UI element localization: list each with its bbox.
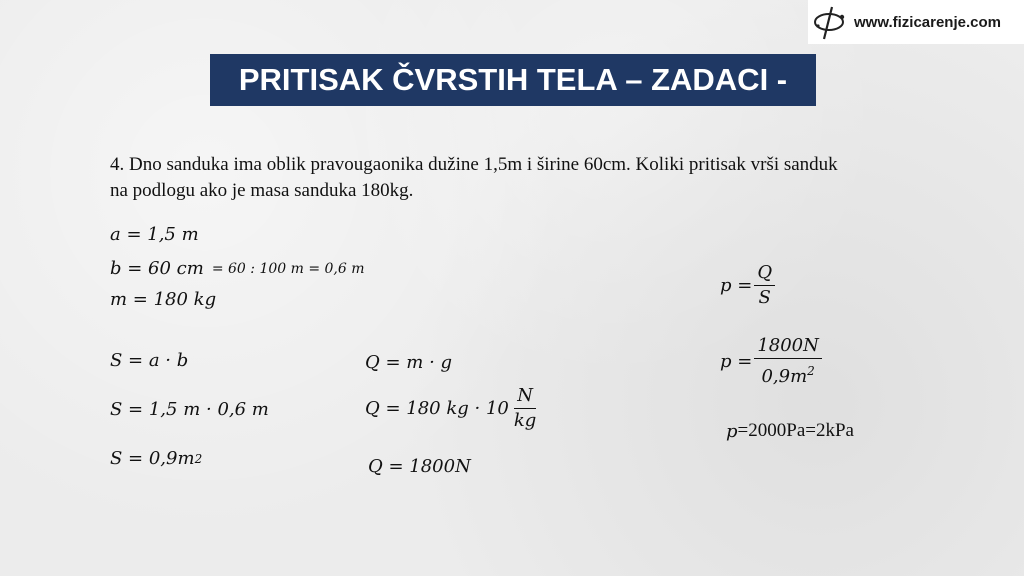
page-title: PRITISAK ČVRSTIH TELA – ZADACI - <box>238 62 788 97</box>
pressure-formula-fraction: $\frac{Q}{S}$ <box>754 262 775 309</box>
area-result: S = 0,9m 2 <box>110 448 203 469</box>
pressure-result: p =2000Pa=2kPa <box>726 420 854 442</box>
site-url: www.fizicarenje.com <box>854 13 1001 31</box>
given-b: b = 60 cm = 60 : 100 m = 0,6 m <box>110 258 365 279</box>
pressure-formula: p = $\frac{Q}{S}$ <box>720 262 777 309</box>
weight-substitution: Q = 180 kg · 10 $\frac{N}{kg}$ <box>365 385 541 432</box>
title-banner <box>210 54 816 106</box>
problem-line-2: na podlogu ako je masa sanduka 180kg. <box>110 180 414 201</box>
pressure-substitution: p = $\frac{1800N}{0,9m^2}$ <box>720 335 824 388</box>
area-formula: S = a · b <box>110 350 189 371</box>
problem-statement <box>110 152 940 204</box>
problem-line-1: 4. Dno sanduka ima oblik pravougaonika dužine 1,5m i širine 60cm. Koliki pritisak vrši sanduk <box>110 154 838 175</box>
site-logo[interactable] <box>808 0 1024 44</box>
given-b-conversion: = 60 : 100 m = 0,6 m <box>211 260 365 277</box>
weight-unit-fraction: $\frac{N}{kg}$ <box>513 385 537 431</box>
given-m: m = 180 kg <box>110 289 217 310</box>
weight-result: Q = 1800N <box>368 456 471 477</box>
weight-formula: Q = m · g <box>365 352 453 373</box>
area-substitution: S = 1,5 m · 0,6 m <box>110 399 269 420</box>
fizicarenje-logo-icon <box>812 3 850 41</box>
given-a: a = 1,5 m <box>110 224 199 245</box>
pressure-substitution-fraction: $\frac{1800N}{0,9m^2}$ <box>754 335 822 388</box>
